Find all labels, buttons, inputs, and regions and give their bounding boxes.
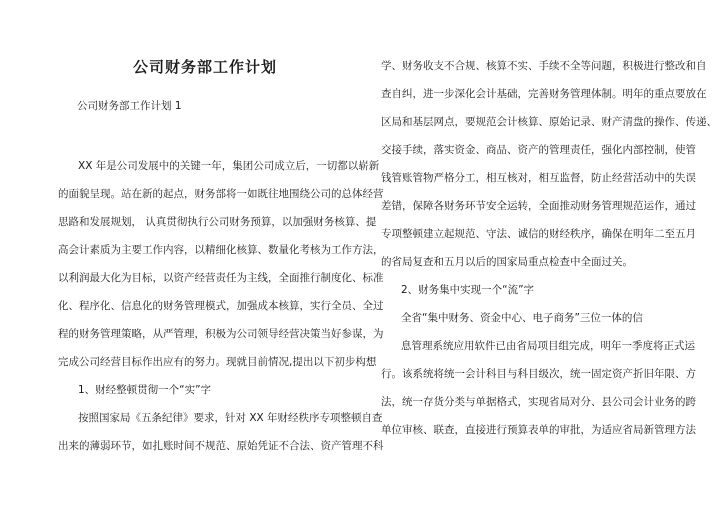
text-line: 高会计素质为主要工作内容，以精细化核算、数量化考核为工作方法， <box>58 244 384 256</box>
text-line: 以利润最大化为目标，以资产经营责任为主线，全面推行制度化、标准 <box>58 272 384 284</box>
text-line: 钱管账管物严格分工，相互核对，相互监督，防止经营活动中的失误 <box>381 172 696 184</box>
text-line: 专项整顿建立起规范、守法、诚信的财经秩序，确保在明年二至五月 <box>381 228 696 240</box>
text-line: 按照国家局《五条纪律》要求，针对 XX 年财经秩序专项整顿自查 <box>78 412 383 424</box>
text-line: 区局和基层网点，要规范会计核算、原始记录、财产清盘的操作、传递、 <box>381 116 717 128</box>
text-line: 2、财务集中实现一个“流”字 <box>401 284 535 296</box>
text-line: 的面貌呈现。站在新的起点，财务部将一如既往地围绕公司的总体经营 <box>58 188 384 200</box>
text-line: 单位审核、联查，直接进行预算表单的审批，为适应省局新管理方法 <box>381 424 696 436</box>
left-column-text <box>58 152 384 460</box>
text-line: 完成公司经营目标作出应有的努力。现就目前情况,提出以下初步构想 <box>58 356 377 368</box>
text-line: 程的财务管理策略，从严管理，积极为公司领导经营决策当好参谋，为 <box>58 328 384 340</box>
document-title: 公司财务部工作计划 <box>132 58 277 76</box>
text-line: 法，统一存货分类与单据格式，实现省局对分、县公司会计业务的跨 <box>381 396 696 408</box>
text-line: 学、财务收支不合规、核算不实、手续不全等问题，积极进行整改和自 <box>381 60 707 72</box>
left-column <box>58 0 384 509</box>
text-line: 1、财经整顿贯彻一个“实”字 <box>78 384 212 396</box>
right-column-text <box>381 52 717 444</box>
text-line: 出来的薄弱环节，如扎账时间不规范、原始凭证不合法、资产管理不科 <box>58 440 384 452</box>
text-line: 交接手续，落实资金、商品、资产的管理责任，强化内部控制，使管 <box>381 144 696 156</box>
text-line: 的省局复查和五月以后的国家局重点检查中全面过关。 <box>381 256 633 268</box>
text-line: 行。该系统将统一会计科目与科目级次，统一固定资产折旧年限、方 <box>381 368 696 380</box>
text-line: 全省“集中财务、资金中心、电子商务”三位一体的信 <box>401 312 643 324</box>
text-line: 思路和发展规划， 认真贯彻执行公司财务预算，以加强财务核算、提 <box>58 216 377 228</box>
text-line: XX 年是公司发展中的关键一年，集团公司成立后，一切都以崭新 <box>78 160 380 172</box>
text-line: 差错，保障各财务环节安全运转，全面推动财务管理规范运作，通过 <box>381 200 696 212</box>
text-line: 查自纠，进一步深化会计基础，完善财务管理体制。明年的重点要放在 <box>381 88 707 100</box>
document-subtitle: 公司财务部工作计划 1 <box>77 100 182 112</box>
text-line: 息管理系统应用软件已由省局项目组完成，明年一季度将正式运 <box>401 340 695 352</box>
right-column <box>381 0 717 509</box>
text-line: 化、程序化、信息化的财务管理模式，加强成本核算，实行全员、全过 <box>58 300 384 312</box>
